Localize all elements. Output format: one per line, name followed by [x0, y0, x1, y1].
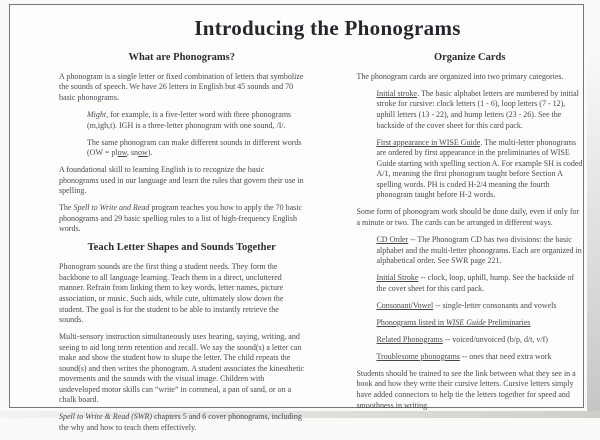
para-cursive-link: Students should be trained to see the link between what they see in a book and how they write their cursive letters. Cursive letters simply have added connectors to help tie the letters together for speed and smoothness in writing.: [356, 368, 576, 410]
para-daily-work: Some form of phonogram work should be done daily, even if only for a minute or two. The cards can be arranged in different ways.: [356, 207, 580, 227]
column-right: [356, 45, 583, 418]
list-item-related-phonograms: Related Phonograms -- voiced/unvoiced (b/p, d/t, v/f): [376, 334, 548, 344]
heading-what-are-phonograms: What are Phonograms?: [128, 52, 235, 63]
para-swr-chapters: Spell to Write & Read (SWR) chapters 5 and 6 cover phonograms, including the why and how to teach them effectively.: [59, 412, 302, 432]
para-initial-stroke: Initial stroke. The basic alphabet letters are numbered by initial stroke for cursive: clock letters (1 - 6), loop letters (7 - 12), uphill letters (13 - 22), and hump letters (23 - 26). See the backside of the cover sheet for this card pack.: [376, 88, 579, 130]
para-swr-program: The Spell to Write and Read program teaches you how to apply the 70 basic phonograms and 29 basic spelling rules to a list of high-frequency English words.: [59, 203, 303, 234]
document-page: [9, 4, 584, 432]
column-left: [59, 45, 304, 440]
scan-edge-shadow-right: [587, 40, 600, 418]
heading-teach-letter-shapes: Teach Letter Shapes and Sounds Together: [87, 242, 276, 254]
para-phonogram-sounds-first: Phonogram sounds are the first thing a student needs. They form the backbone to all language learning. Teach them in a direct, uncluttered manner. Refrain from linking them to key words, letter names, picture association, or music. Such aids, while cute, ultimately slow down the student. The goal is for the student to be able to instantly retrieve the sounds.: [59, 262, 284, 325]
para-same-phonogram: The same phonogram can make different sounds in different words (OW = plow, snow).: [87, 137, 302, 158]
para-multi-sensory: Multi-sensory instruction simultaneously uses hearing, saying, writing, and seeing to aid long term retention and recall. We say the sound(s) a letter can make and show the student how to shape the letter. The child repeats the sound(s) and then writes the phonogram. A student associates the kinesthetic movements and the sounds with the visual image. Children with undeveloped motor skills can “write” in cornmeal, a pan of sand, or on a chalk board.: [59, 332, 305, 405]
para-phonogram-definition: A phonogram is a single letter or fixed combination of letters that symbolize the sounds of speech. We have 26 letters in English but 45 sounds and 70 basic phonograms.: [59, 71, 304, 102]
list-item-initial-stroke: Initial Stroke -- clock, loop, uphill, hump. See the backside of the cover sheet for this card pack.: [376, 273, 575, 293]
list-item-consonant-vowel: Consonant/Vowel -- single-letter consonants and vowels: [376, 300, 557, 310]
page-title: Introducing the Phonograms: [194, 16, 461, 40]
two-column-layout: [10, 45, 583, 440]
list-item-wise-guide-preliminaries: Phonograms listed in WISE Guide Preliminaries: [376, 317, 531, 327]
para-two-categories: The phonogram cards are organized into two primary categories.: [356, 71, 564, 81]
para-first-appearance-wise-guide: First appearance in WISE Guide. The multi-letter phonograms are ordered by first appearance in the preliminaries of WISE Guide starting with spelling section A. For example SH is coded A/1, meaning the first phonogram taught before Section A spelling words. PH is coded H-2/4 meaning the fourth phonogram taught before H-2 words.: [376, 137, 583, 200]
heading-organize-cards: Organize Cards: [433, 52, 506, 63]
para-foundational-skill: A foundational skill to learning English is to recognize the basic phonograms used in our language and learn the rules that govern their use in spelling.: [59, 165, 304, 196]
list-item-cd-order: CD Order -- The Phonogram CD has two divisions: the basic alphabet and the multi-letter phonograms. Each are organized in alphabetical order. See SWR page 221.: [376, 234, 582, 266]
list-item-troublesome-phonograms: Troublesome phonograms -- ones that need extra work: [376, 351, 552, 361]
para-might-example: Might, for example, is a five-letter word with three phonograms (m,igh,t). IGH is a three-letter phonogram with one sound, /I/.: [87, 110, 292, 130]
